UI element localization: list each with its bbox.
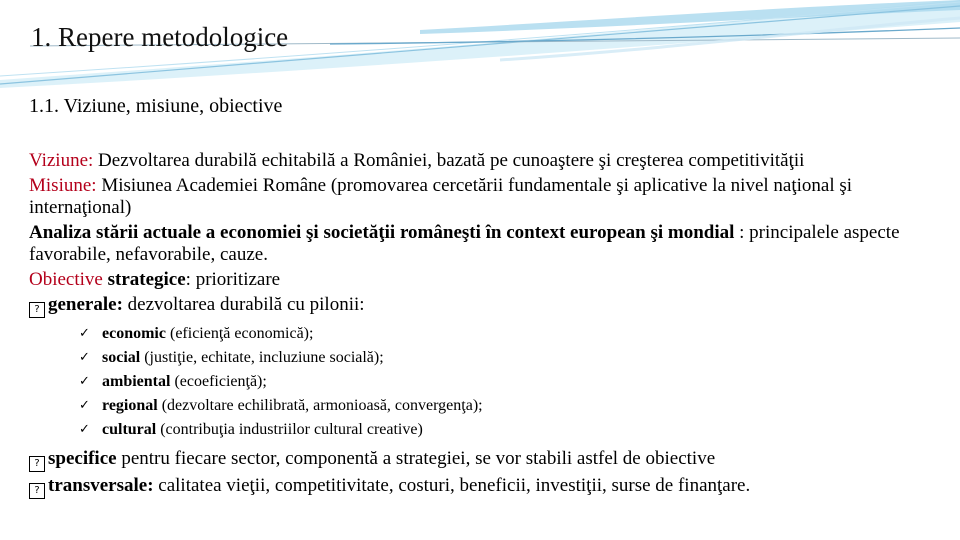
slide-body [29, 150, 929, 502]
general-text: dezvoltarea durabilă cu pilonii: [122, 294, 365, 315]
objectives-label: Obiective [29, 269, 103, 290]
pillar-text: (contribuţia industriilor cultural creative) [156, 421, 423, 438]
general-label: generale: [48, 294, 123, 315]
list-item [79, 394, 929, 418]
pillar-text: (justiţie, echitate, incluziune socială); [140, 349, 384, 366]
pillar-label: regional [102, 397, 158, 414]
vision-label: Viziune: [29, 150, 94, 171]
list-item [79, 346, 929, 370]
general-objectives-item [29, 294, 929, 318]
list-item [79, 418, 929, 442]
checkmark-icon: ✓ [79, 350, 90, 365]
slide-subtitle: 1.1. Viziune, misiune, obiective [29, 95, 283, 117]
pillar-label: ambiental [102, 373, 171, 390]
transversal-text: calitatea vieţii, competitivitate, costuri, beneficii, investiţii, surse de finanţare. [153, 475, 751, 496]
pillar-text: (eficienţă economică); [165, 325, 314, 342]
specific-objectives-item [29, 448, 929, 472]
objectives-label-strategic: strategice [102, 269, 186, 290]
checkmark-icon: ✓ [79, 422, 90, 437]
specific-label: specifice [48, 448, 117, 469]
pillar-label: cultural [102, 421, 157, 438]
mission-label: Misiune: [29, 175, 97, 196]
pillar-label: social [102, 349, 141, 366]
transversal-objectives-item [29, 475, 929, 499]
pillar-label: economic [102, 325, 166, 342]
placeholder-bullet-icon: ? [29, 483, 45, 499]
pillar-text: (dezvoltare echilibrată, armonioasă, convergenţa); [157, 397, 483, 414]
analysis-label: Analiza stării actuale a economiei şi societăţii româneşti în context european şi mondial [29, 222, 735, 243]
list-item [79, 370, 929, 394]
objectives-paragraph [29, 269, 929, 291]
placeholder-bullet-icon: ? [29, 302, 45, 318]
analysis-text: : principalele aspecte favorabile, nefavorabile, cauze. [29, 222, 900, 265]
transversal-label: transversale: [48, 475, 154, 496]
slide-title: 1. Repere metodologice [31, 22, 289, 52]
specific-text: pentru fiecare sector, componentă a strategiei, se vor stabili astfel de obiective [116, 448, 716, 469]
checkmark-icon: ✓ [79, 326, 90, 341]
pillars-list [79, 322, 929, 442]
mission-text: Misiunea Academiei Române (promovarea cercetării fundamentale şi aplicative la nivel naţional şi internaţional) [29, 175, 853, 218]
list-item [79, 322, 929, 346]
vision-text: Dezvoltarea durabilă echitabilă a României, bazată pe cunoaştere şi creşterea competitivităţii [93, 150, 805, 171]
checkmark-icon: ✓ [79, 398, 90, 413]
checkmark-icon: ✓ [79, 374, 90, 389]
vision-paragraph [29, 150, 929, 172]
objectives-text: : prioritizare [185, 269, 281, 290]
placeholder-bullet-icon: ? [29, 456, 45, 472]
mission-paragraph [29, 175, 929, 219]
pillar-text: (ecoeficienţă); [170, 373, 267, 390]
analysis-paragraph [29, 222, 929, 266]
